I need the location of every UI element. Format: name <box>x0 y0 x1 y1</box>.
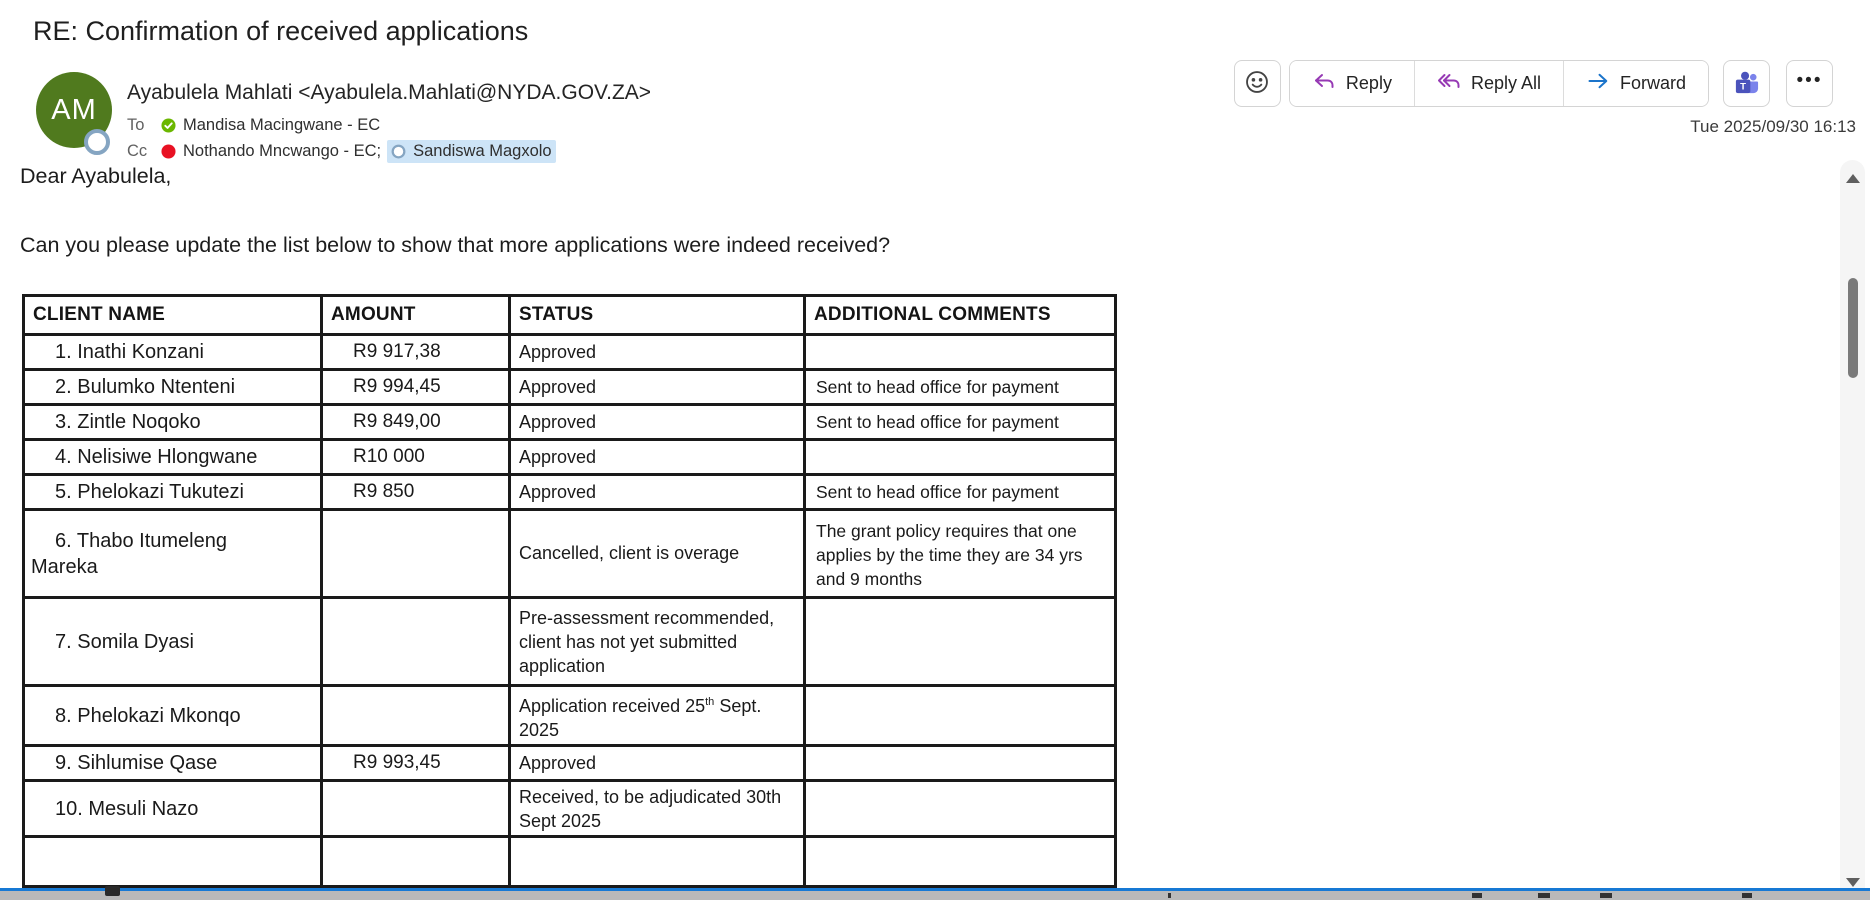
email-subject: RE: Confirmation of received applications <box>33 16 529 46</box>
status-bar-mark <box>1600 893 1612 898</box>
presence-available-icon <box>161 118 176 133</box>
cc-recipients <box>157 140 556 163</box>
reply-all-icon <box>1437 69 1461 98</box>
status-cell: Approved <box>510 405 805 440</box>
recipient-name: Mandisa Macingwane - EC <box>183 116 381 134</box>
table-row <box>24 746 1116 781</box>
table-row <box>24 475 1116 510</box>
status-cell: Received, to be adjudicated 30th Sept 2025 <box>510 781 805 837</box>
status-cell: Approved <box>510 746 805 781</box>
reply-icon <box>1312 69 1336 98</box>
comments-cell <box>805 837 1116 887</box>
status-cell: Approved <box>510 335 805 370</box>
recipient-name: Nothando Mncwango - EC; <box>183 142 382 160</box>
presence-busy-icon <box>161 144 176 159</box>
comments-cell: Sent to head office for payment <box>805 405 1116 440</box>
to-recipients <box>157 114 384 137</box>
table-header-row <box>24 296 1116 335</box>
status-bar-mark <box>1472 893 1482 898</box>
sender-line[interactable]: Ayabulela Mahlati <Ayabulela.Mahlati@NYDA.GOV.ZA> <box>127 81 652 104</box>
amount-cell: R9 917,38 <box>322 335 510 370</box>
forward-icon <box>1586 69 1610 98</box>
teams-icon <box>1733 69 1760 99</box>
reply-all-button[interactable] <box>1415 61 1564 106</box>
to-line <box>127 114 384 137</box>
to-label: To <box>127 116 145 134</box>
message-timestamp: Tue 2025/09/30 16:13 <box>1690 117 1856 136</box>
amount-cell <box>322 781 510 837</box>
client-name-cell <box>24 837 322 887</box>
body-paragraph: Can you please update the list below to show that more applications were indeed received? <box>20 233 891 257</box>
status-cell <box>510 837 805 887</box>
amount-cell <box>322 510 510 598</box>
client-name-cell: 1. Inathi Konzani <box>24 335 322 370</box>
status-cell: Approved <box>510 475 805 510</box>
comments-cell: Sent to head office for payment <box>805 370 1116 405</box>
recipient-chip[interactable] <box>157 140 385 163</box>
scroll-down-arrow-icon[interactable] <box>1846 878 1860 887</box>
status-cell: Cancelled, client is overage <box>510 510 805 598</box>
column-header: ADDITIONAL COMMENTS <box>805 296 1116 335</box>
comments-cell <box>805 335 1116 370</box>
column-header: STATUS <box>510 296 805 335</box>
client-name-cell: 3. Zintle Noqoko <box>24 405 322 440</box>
status-cell: Application received 25th Sept. 2025 <box>510 686 805 746</box>
amount-cell <box>322 598 510 686</box>
status-bar-mark <box>1538 893 1550 898</box>
comments-cell: Sent to head office for payment <box>805 475 1116 510</box>
table-row <box>24 335 1116 370</box>
amount-cell: R9 850 <box>322 475 510 510</box>
amount-cell: R9 849,00 <box>322 405 510 440</box>
amount-cell <box>322 686 510 746</box>
reply-all-label: Reply All <box>1470 73 1541 93</box>
client-name-cell: 5. Phelokazi Tukutezi <box>24 475 322 510</box>
amount-cell: R9 993,45 <box>322 746 510 781</box>
comments-cell <box>805 440 1116 475</box>
scroll-up-arrow-icon[interactable] <box>1846 174 1860 183</box>
status-bar-mark <box>1742 893 1752 898</box>
table-row <box>24 440 1116 475</box>
reply-button-group <box>1289 60 1709 107</box>
client-name-cell: 2. Bulumko Ntenteni <box>24 370 322 405</box>
status-cell: Pre-assessment recommended, client has not yet submitted application <box>510 598 805 686</box>
reactions-button[interactable] <box>1234 60 1281 107</box>
vertical-scrollbar[interactable] <box>1840 160 1865 900</box>
table-row <box>24 510 1116 598</box>
column-header: CLIENT NAME <box>24 296 322 335</box>
client-name-cell: 4. Nelisiwe Hlongwane <box>24 440 322 475</box>
comments-cell <box>805 781 1116 837</box>
scrollbar-thumb[interactable] <box>1848 278 1858 378</box>
share-to-teams-button[interactable] <box>1723 60 1770 107</box>
more-icon: ••• <box>1796 70 1823 91</box>
more-actions-button[interactable] <box>1786 60 1833 107</box>
table-row <box>24 598 1116 686</box>
smiley-icon <box>1244 69 1270 98</box>
column-header: AMOUNT <box>322 296 510 335</box>
reply-label: Reply <box>1345 73 1392 93</box>
cc-label: Cc <box>127 142 148 160</box>
recipient-chip[interactable] <box>157 114 384 137</box>
forward-button[interactable] <box>1564 61 1708 106</box>
forward-label: Forward <box>1619 73 1686 93</box>
status-bar-handle[interactable] <box>105 886 120 896</box>
table-row <box>24 686 1116 746</box>
avatar[interactable] <box>36 72 112 148</box>
status-cell: Approved <box>510 440 805 475</box>
client-name-cell: 6. Thabo Itumeleng Mareka <box>24 510 322 598</box>
table-row <box>24 837 1116 887</box>
table-row <box>24 781 1116 837</box>
status-cell: Approved <box>510 370 805 405</box>
bottom-status-bar <box>0 888 1870 900</box>
reply-button[interactable] <box>1290 61 1415 106</box>
body-greeting: Dear Ayabulela, <box>20 164 172 188</box>
table-row <box>24 370 1116 405</box>
presence-unknown-icon <box>84 129 110 155</box>
comments-cell <box>805 598 1116 686</box>
avatar-initials: AM <box>51 93 97 126</box>
presence-offline-icon <box>391 144 406 159</box>
recipient-chip[interactable] <box>387 140 556 163</box>
client-name-cell: 7. Somila Dyasi <box>24 598 322 686</box>
comments-cell <box>805 686 1116 746</box>
table-row <box>24 405 1116 440</box>
comments-cell: The grant policy requires that one applies by the time they are 34 yrs and 9 months <box>805 510 1116 598</box>
amount-cell: R9 994,45 <box>322 370 510 405</box>
client-name-cell: 9. Sihlumise Qase <box>24 746 322 781</box>
client-name-cell: 8. Phelokazi Mkonqo <box>24 686 322 746</box>
status-bar-mark <box>1168 893 1171 898</box>
client-name-cell: 10. Mesuli Nazo <box>24 781 322 837</box>
amount-cell: R10 000 <box>322 440 510 475</box>
message-toolbar <box>1234 60 1833 107</box>
amount-cell <box>322 837 510 887</box>
recipient-name: Sandiswa Magxolo <box>413 142 552 160</box>
applications-table <box>22 294 1117 888</box>
cc-line <box>127 140 556 163</box>
svg-text:T: T <box>1740 81 1747 93</box>
comments-cell <box>805 746 1116 781</box>
